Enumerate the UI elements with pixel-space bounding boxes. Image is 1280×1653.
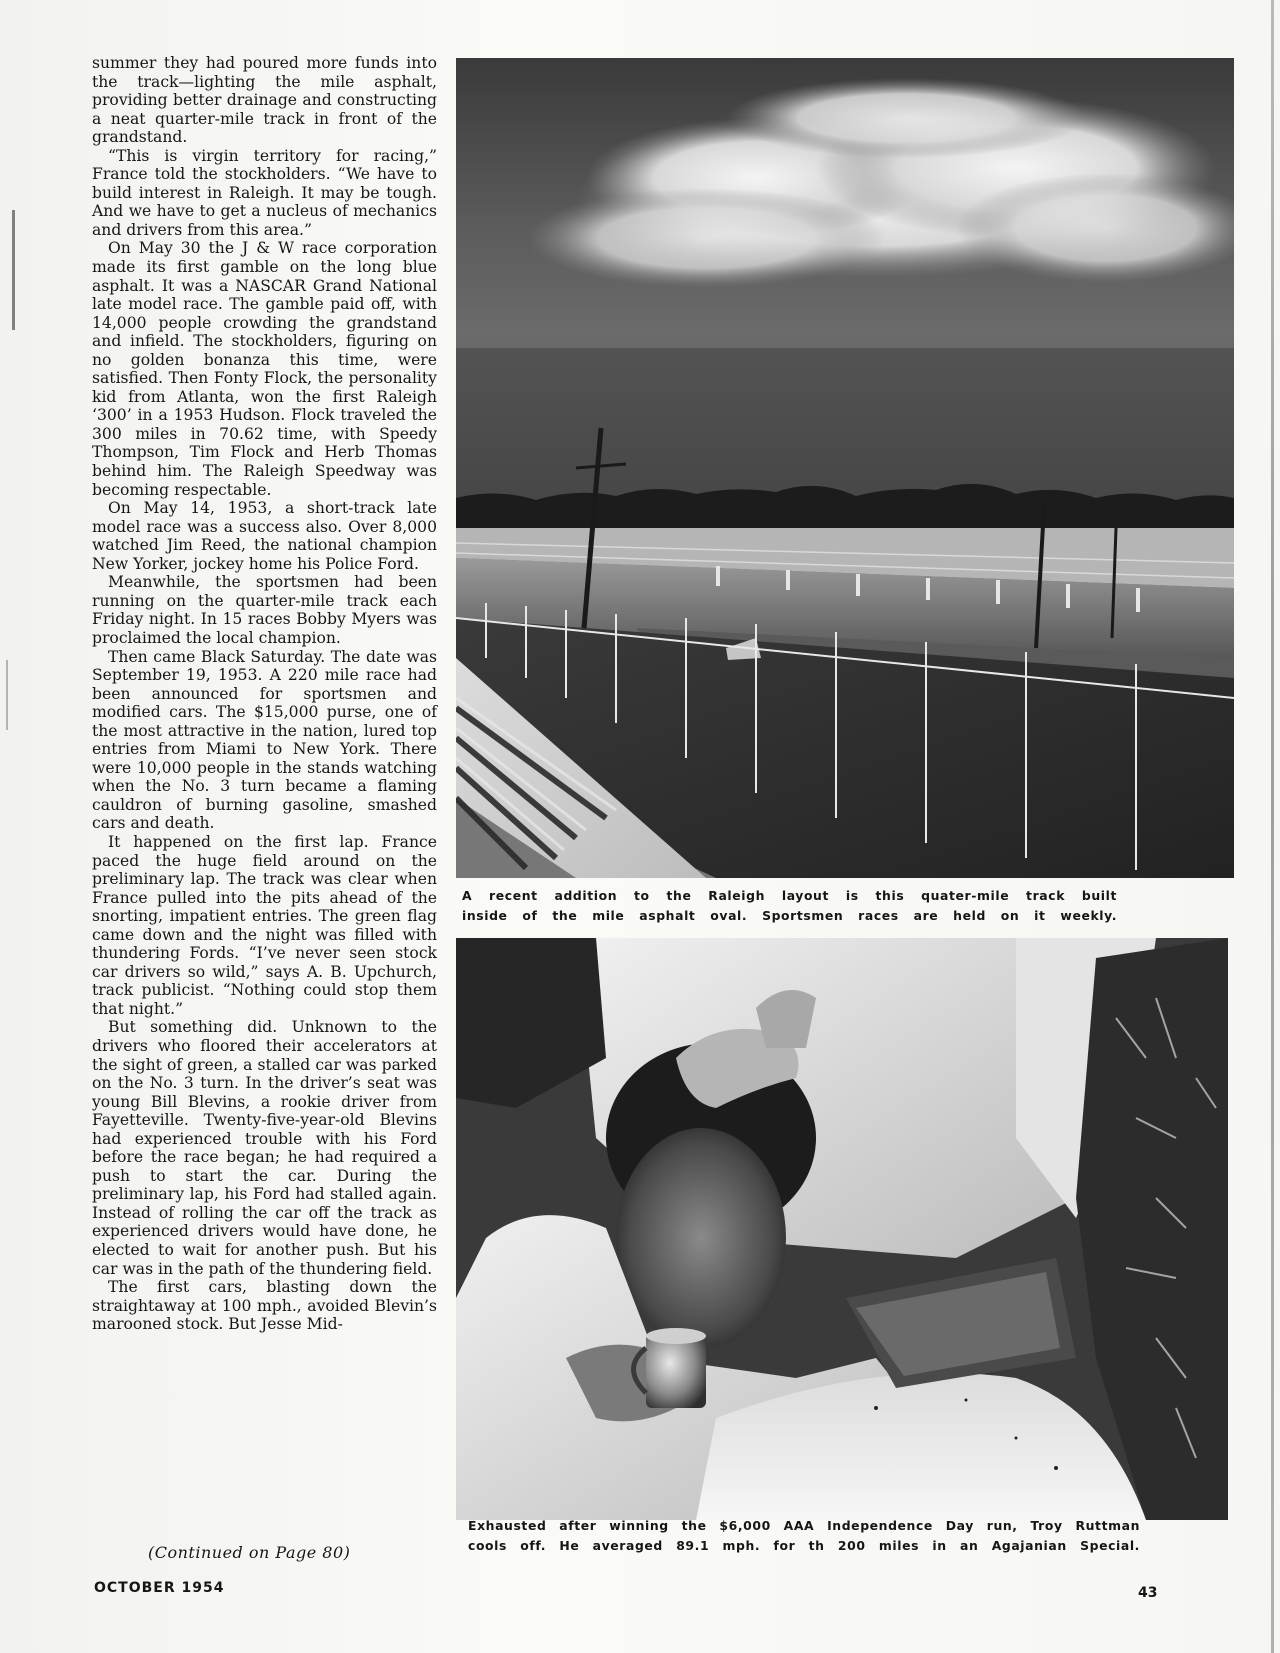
top-photo-caption xyxy=(462,886,1117,926)
article-paragraph: summer they had poured more funds into the track—lighting the mile asphalt, providing better drainage and constructing a neat quarter-mile track in front of the grandstand. xyxy=(92,54,437,147)
racetrack-photo xyxy=(456,58,1234,878)
racetrack-photo-image xyxy=(456,58,1234,878)
article-paragraph: Meanwhile, the sportsmen had been running on the quarter-mile track each Friday night. In 15 races Bobby Myers was proclaimed the local champion. xyxy=(92,573,437,647)
driver-photo xyxy=(456,938,1228,1520)
page-number: 43 xyxy=(1138,1585,1158,1601)
article-paragraph: It happened on the first lap. France paced the huge field around on the preliminary lap. The track was clear when France pulled into the pits ahead of the snorting, impatient entries. The green flag came down and the night was filled with thundering Fords. “I’ve never seen stock car drivers so wild,” says A. B. Upchurch, track publicist. “Nothing could stop them that night.” xyxy=(92,832,437,1018)
driver-photo-image xyxy=(456,938,1228,1520)
article-paragraph: On May 14, 1953, a short-track late model race was a success also. Over 8,000 watched Jim Reed, the national champion New Yorker, jockey home his Police Ford. xyxy=(92,499,437,573)
bottom-photo-caption xyxy=(468,1516,1140,1556)
article-paragraph: Then came Black Saturday. The date was September 19, 1953. A 220 mile race had been announced for sportsmen and modified cars. The $15,000 purse, one of the most attractive in the nation, lured top entries from Miami to New York. There were 10,000 people in the stands watching when the No. 3 turn became a flaming cauldron of burning gasoline, smashed cars and death. xyxy=(92,647,437,833)
caption-line: cools off. He averaged 89.1 mph. for th 200 miles in an Agajanian Special. xyxy=(468,1538,1140,1553)
article-paragraph: On May 30 the J & W race corporation made its first gamble on the long blue asphalt. It was a NASCAR Grand National late model race. The gamble paid off, with 14,000 people crowding the grandstand and infield. The stockholders, figuring on no golden bonanza this time, were satisfied. Then Fonty Flock, the personality kid from Atlanta, won the first Raleigh ‘300’ in a 1953 Hudson. Flock traveled the 300 miles in 70.62 time, with Speedy Thompson, Tim Flock and Herb Thomas behind him. The Raleigh Speedway was becoming respectable. xyxy=(92,239,437,499)
article-paragraph: But something did. Unknown to the drivers who floored their accelerators at the sight of green, a stalled car was parked on the No. 3 turn. In the driver’s seat was young Bill Blevins, a rookie driver from Fayetteville. Twenty-five-year-old Blevins had experienced trouble with his Ford before the race began; he had required a push to start the car. During the preliminary lap, his Ford had stalled again. Instead of rolling the car off the track as experienced drivers would have done, he elected to wait for another push. But his car was in the path of the thundering field. xyxy=(92,1018,437,1278)
caption-line: inside of the mile asphalt oval. Sportsmen races are held on it weekly. xyxy=(462,908,1117,923)
caption-line: Exhausted after winning the $6,000 AAA Independence Day run, Troy Ruttman xyxy=(468,1518,1140,1533)
article-column xyxy=(92,54,437,1334)
continued-note: (Continued on Page 80) xyxy=(148,1543,351,1562)
scan-edge-left-mark xyxy=(6,660,8,730)
scan-edge-right xyxy=(1271,0,1274,1653)
issue-date: OCTOBER 1954 xyxy=(94,1580,225,1596)
article-paragraph: “This is virgin territory for racing,” France told the stockholders. “We have to build interest in Raleigh. It may be tough. And we have to get a nucleus of mechanics and drivers from this area.” xyxy=(92,146,437,239)
scan-edge-left xyxy=(12,210,15,330)
caption-line: A recent addition to the Raleigh layout is this quater-mile track built xyxy=(462,888,1117,903)
article-paragraph: The first cars, blasting down the straightaway at 100 mph., avoided Blevin’s marooned stock. But Jesse Mid- xyxy=(92,1278,437,1334)
